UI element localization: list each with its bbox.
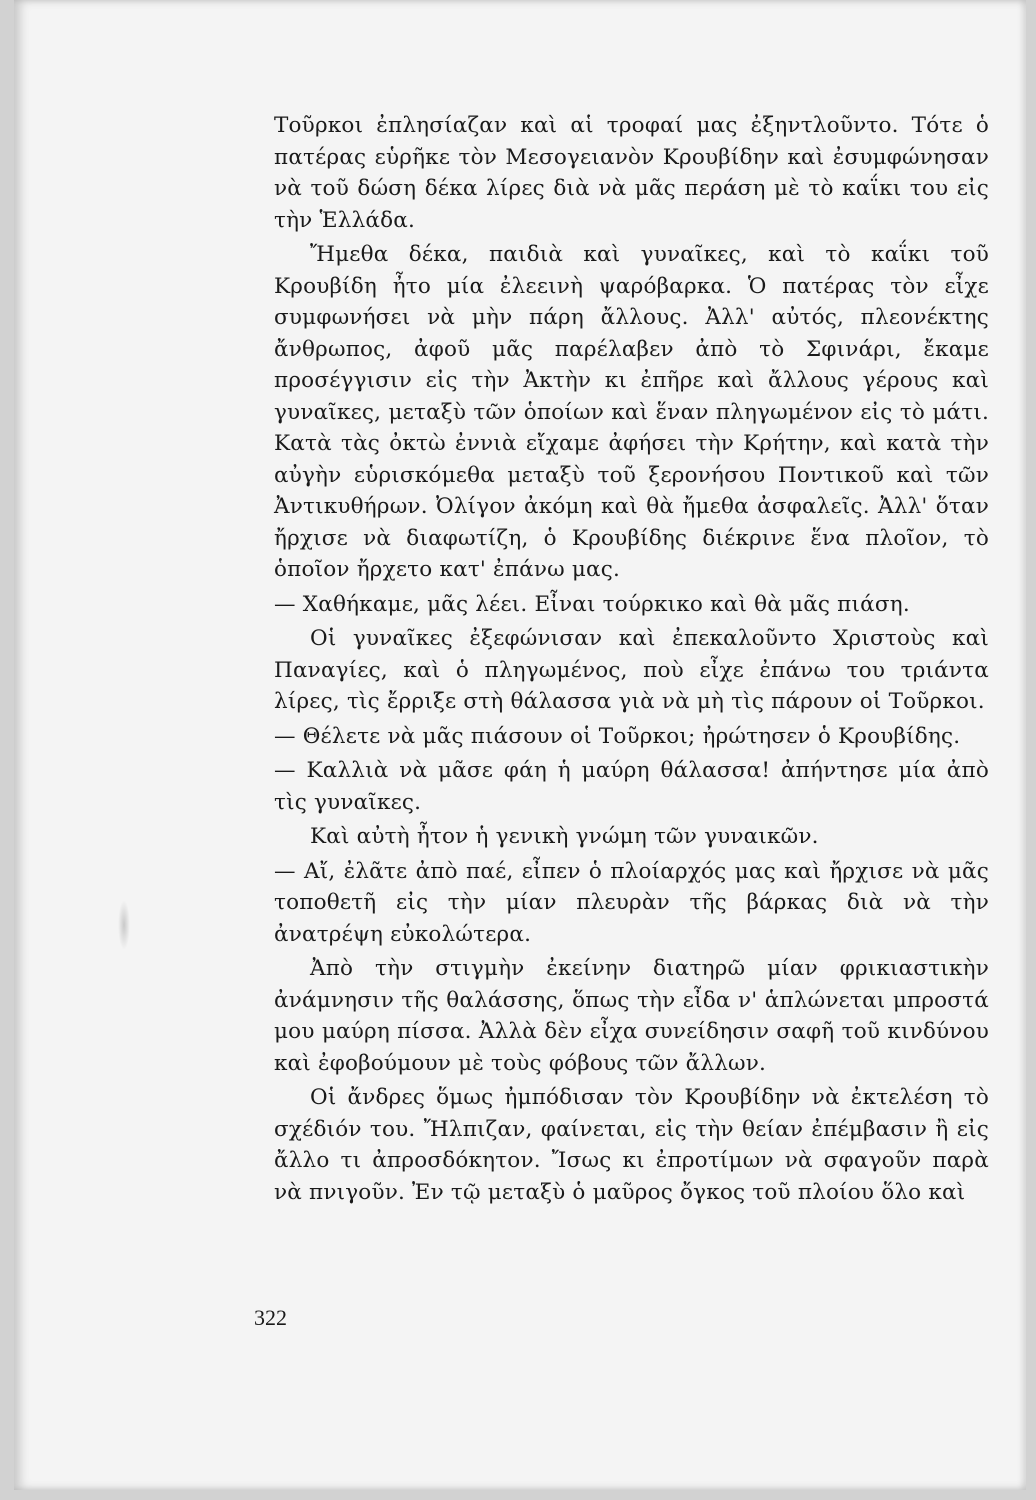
paragraph-1: Τοῦρκοι ἐπλησίαζαν καὶ αἱ τροφαί μας ἐξηντλοῦντο. Τότε ὁ πατέρας εὑρῆκε τὸν Μεσογειανὸν Κρουβίδην καὶ ἐσυμφώνησαν νὰ τοῦ δώση δέκα λίρες διὰ νὰ μᾶς περάση μὲ τὸ καΐκι του εἰς τὴν Ἑλλάδα.: [274, 113, 989, 233]
paragraph-5: Ἀπὸ τὴν στιγμὴν ἐκείνην διατηρῶ μίαν φρικιαστικὴν ἀνάμνησιν τῆς θαλάσσης, ὅπως τὴν εἶδα ν' ἁπλώνεται μπροστά μου μαύρη πίσσα. Ἀλλὰ δὲν εἶχα συνείδησιν σαφῆ τοῦ κινδύνου καὶ ἐφοβούμουν μὲ τοὺς φόβους τῶν ἄλλων.: [274, 956, 989, 1076]
book-page: [14, 0, 1026, 1490]
dialogue-line-4: — Αἴ, ἐλᾶτε ἀπὸ παέ, εἶπεν ὁ πλοίαρχός μας καὶ ἤρχισε νὰ μᾶς τοποθετῆ εἰς τὴν μίαν πλευρὰν τῆς βάρκας διὰ νὰ τὴν ἀνατρέψη εὐκολώτερα.: [274, 858, 989, 947]
dialogue-line-1: — Χαθήκαμε, μᾶς λέει. Εἶναι τούρκικο καὶ θὰ μᾶς πιάση.: [274, 591, 910, 617]
body-text: [274, 110, 989, 1208]
page-number: 322: [254, 1305, 287, 1330]
dialogue-line-3: — Καλλιὰ νὰ μᾶσε φάη ἡ μαύρη θάλασσα! ἀπήντησε μία ἀπὸ τὶς γυναῖκες.: [274, 758, 989, 815]
paragraph-6: Οἱ ἄνδρες ὅμως ἠμπόδισαν τὸν Κρουβίδην νὰ ἐκτελέση τὸ σχέδιόν του. Ἤλπιζαν, φαίνεται, εἰς τὴν θείαν ἐπέμβασιν ἢ εἰς ἄλλο τι ἀπροσδόκητον. Ἴσως κι ἐπροτίμων νὰ σφαγοῦν παρὰ νὰ πνιγοῦν. Ἐν τῷ μεταξὺ ὁ μαῦρος ὄγκος τοῦ πλοίου ὅλο καὶ: [274, 1085, 989, 1205]
page-smudge: [118, 900, 130, 950]
paragraph-2: Ἤμεθα δέκα, παιδιὰ καὶ γυναῖκες, καὶ τὸ καΐκι τοῦ Κρουβίδη ἦτο μία ἐλεεινὴ ψαρόβαρκα. Ὁ πατέρας τὸν εἶχε συμφωνήσει νὰ μὴν πάρη ἄλλους. Ἀλλ' αὐτός, πλεονέκτης ἄνθρωπος, ἀφοῦ μᾶς παρέλαβεν ἀπὸ τὸ Σφινάρι, ἔκαμε προσέγγισιν εἰς τὴν Ἀκτὴν κι ἐπῆρε καὶ ἄλλους γέρους καὶ γυναῖκες, μεταξὺ τῶν ὁποίων καὶ ἕναν πληγωμένον εἰς τὸ μάτι. Κατὰ τὰς ὀκτὼ ἐννιὰ εἴχαμε ἀφήσει τὴν Κρήτην, καὶ κατὰ τὴν αὐγὴν εὑρισκόμεθα μεταξὺ τοῦ ξερονήσου Ποντικοῦ καὶ τῶν Ἀντικυθήρων. Ὀλίγον ἀκόμη καὶ θὰ ἤμεθα ἀσφαλεῖς. Ἀλλ' ὅταν ἤρχισε νὰ διαφωτίζη, ὁ Κρουβίδης διέκρινε ἕνα πλοῖον, τὸ ὁποῖον ἤρχετο κατ' ἐπάνω μας.: [274, 242, 989, 582]
paragraph-3: Οἱ γυναῖκες ἐξεφώνισαν καὶ ἐπεκαλοῦντο Χριστοὺς καὶ Παναγίες, καὶ ὁ πληγωμένος, ποὺ εἶχε ἐπάνω του τριάντα λίρες, τὶς ἔρριξε στὴ θάλασσα γιὰ νὰ μὴ τὶς πάρουν οἱ Τοῦρκοι.: [274, 626, 989, 714]
dialogue-line-2: — Θέλετε νὰ μᾶς πιάσουν οἱ Τοῦρκοι; ἠρώτησεν ὁ Κρουβίδης.: [274, 723, 961, 749]
paragraph-4: Καὶ αὐτὴ ἦτον ἡ γενικὴ γνώμη τῶν γυναικῶν.: [310, 824, 819, 849]
